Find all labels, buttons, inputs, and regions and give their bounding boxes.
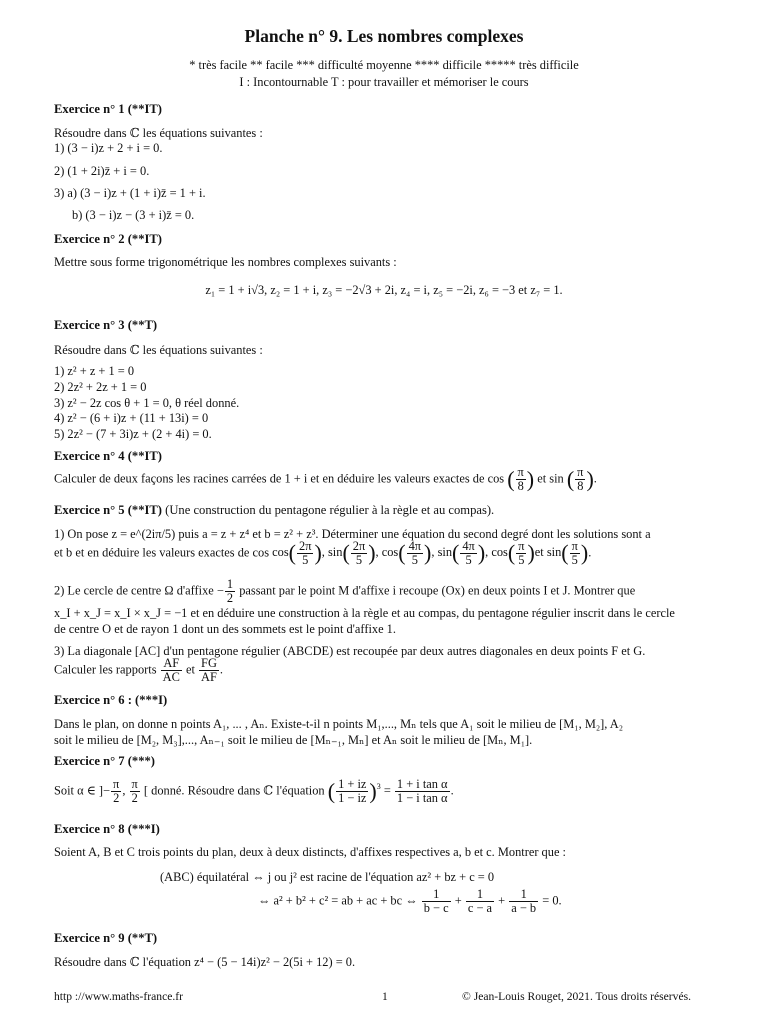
exercise-4-sentence: Calculer de deux façons les racines carrées de 1 + i et en déduire les valeurs exactes de cos: [54, 471, 505, 486]
fraction-one-half: $\frac{1}{2}$: [226, 577, 234, 605]
exercise-8-intro: Soient A, B et C trois points du plan, deux à deux distincts, d'affixes respectives a, b et c. Montrer que :: [54, 845, 566, 859]
exercise-5-p1b: et b et en déduire les valeurs exactes de cos cos( $\frac{2\pi}{5}$ ), sin( $\frac{2\pi}{5}$ ), cos( $\frac{4\pi}{5}$ ), sin( $\frac{4\pi}{5}$ ), cos( $\frac{\pi}{5}$ )et sin( $\frac{\pi}{5}$ ).: [54, 539, 592, 567]
exercise-6-heading: Exercice n° 6 : (***I): [54, 693, 168, 707]
exercise-6-l2: soit le milieu de [M₂, M₃],..., Aₙ₋₁ soit le milieu de [Mₙ₋₁, Mₙ] et Aₙ soit le milieu de [Mₙ, M₁].: [54, 733, 533, 747]
exercise-6-l1: Dans le plan, on donne n points A₁, ... , Aₙ. Existe-t-il n points M₁,..., Mₙ tels que A₁ soit le milieu de [M₁, M₂], A₂: [54, 717, 624, 731]
fraction-pi-over-2: $\frac{\pi}{2}$: [113, 777, 120, 805]
exercise-5-p3b: Calculer les rapports $\frac{AF}{AC}$ et $\frac{FG}{AF}$ .: [54, 656, 223, 684]
exercise-5-p2c: de centre O et de rayon 1 dont un des sommets est le point d'affixe 1.: [54, 622, 396, 636]
exercise-5-p2b: x_I + x_J = x_I × x_J = −1 et en déduire une construction à la règle et au compas, du pentagone régulier inscrit dans le cercle: [54, 606, 675, 620]
trig-function: cos: [272, 545, 289, 560]
fraction-1-over-c-minus-a: $\frac{1}{c - a}$: [467, 887, 493, 915]
exercise-3-intro: Résoudre dans ℂ les équations suivantes :: [54, 343, 263, 357]
exercise-5-p2a: 2) Le cercle de centre Ω d'affixe − $\frac{1}{2}$ passant par le point M d'affixe i recoupe (Ox) en deux points I et J. Montrer que: [54, 577, 636, 605]
exercise-9-heading: Exercice n° 9 (**T): [54, 931, 158, 945]
exercise-4-et-sin: et sin: [537, 471, 564, 486]
exercise-9-text: Résoudre dans ℂ l'équation z⁴ − (5 − 14i)z² − 2(5i + 12) = 0.: [54, 955, 356, 969]
exercise-2-heading: Exercice n° 2 (**IT): [54, 232, 162, 246]
fraction-rhs: $\frac{\text{1 + i tan α}}{\text{1 − i tan α}}$: [396, 777, 448, 805]
exercise-5-trig-values: cos( $\frac{2\pi}{5}$ ), sin( $\frac{2\pi}{5}$ ), cos( $\frac{4\pi}{5}$ ), sin( $\frac{4\pi}{5}$ ), cos( $\frac{\pi}{5}$ )et sin( $\frac{\pi}{5}$ ): [272, 539, 589, 567]
exercise-1-heading: Exercice n° 1 (**IT): [54, 102, 162, 116]
trig-function: , sin: [431, 545, 453, 560]
copyright: © Jean-Louis Rouget, 2021. Tous droits réservés.: [462, 990, 691, 1003]
fraction-pi-over-2: $\frac{\pi}{2}$: [131, 777, 138, 805]
exercise-4-text: Calculer de deux façons les racines carrées de 1 + i et en déduire les valeurs exactes de cos ( $\frac{\pi}{8}$ ) et sin ( $\frac{\pi}{8}$ ).: [54, 465, 597, 493]
exercise-3-q1: 1) z² + z + 1 = 0: [54, 364, 135, 378]
fraction-1-over-b-minus-c: $\frac{1}{b - c}$: [423, 887, 449, 915]
exercise-3-q5: 5) 2z² − (7 + 3i)z + (2 + 4i) = 0.: [54, 427, 212, 441]
fraction-pi-over-8: $\frac{\pi}{8}$: [517, 465, 524, 493]
trig-function: , cos: [375, 545, 399, 560]
trig-function: , cos: [485, 545, 508, 560]
exercise-4-heading: Exercice n° 4 (**IT): [54, 449, 162, 463]
exercise-5-subtitle: (Une construction du pentagone régulier à la règle et au compas).: [165, 503, 495, 517]
trig-argument-fraction: $\frac{\pi}{5}$: [571, 539, 578, 567]
trig-function: , sin: [321, 545, 343, 560]
exercise-1-q1: 1) (3 − i)z + 2 + i = 0.: [54, 141, 163, 155]
trig-argument-fraction: $\frac{2\pi}{5}$: [352, 539, 366, 567]
exercise-3-heading: Exercice n° 3 (**T): [54, 318, 158, 332]
exercise-2-intro: Mettre sous forme trigonométrique les nombres complexes suivants :: [54, 255, 397, 269]
exercise-7-heading: Exercice n° 7 (***): [54, 754, 155, 768]
exercise-8-l2: ⇔ a² + b² + c² = ab + ac + bc ⇔ $\frac{1}{b - c}$ + $\frac{1}{c - a}$ + $\frac{1}{a - b}$ = 0.: [258, 887, 562, 915]
fraction-pi-over-8: $\frac{\pi}{8}$: [577, 465, 584, 493]
exercise-5-heading: Exercice n° 5 (**IT) (Une construction du pentagone régulier à la règle et au compas).: [54, 503, 495, 517]
exercise-1-q3b: b) (3 − i)z − (3 + i)z̄ = 0.: [72, 208, 195, 222]
exercise-8-heading: Exercice n° 8 (***I): [54, 822, 160, 836]
exercise-3-q4: 4) z² − (6 + i)z + (11 + 13i) = 0: [54, 411, 209, 425]
exercise-3-q2: 2) 2z² + 2z + 1 = 0: [54, 380, 147, 394]
exercise-1-intro: Résoudre dans ℂ les équations suivantes :: [54, 126, 263, 140]
trig-argument-fraction: $\frac{\pi}{5}$: [518, 539, 525, 567]
ratio-af-ac: $\frac{AF}{AC}$: [162, 656, 180, 684]
ratio-fg-af: $\frac{FG}{AF}$: [201, 656, 217, 684]
fraction-lhs: $\frac{1 + iz}{1 - iz}$: [338, 777, 367, 805]
exercise-8-l1: (ABC) équilatéral ⇔ j ou j² est racine de l'équation az² + bz + c = 0: [160, 870, 495, 884]
exercise-1-q3a: 3) a) (3 − i)z + (1 + i)z̄ = 1 + i.: [54, 186, 206, 200]
exercise-2-equation: z₁ = 1 + i√3, z₂ = 1 + i, z₃ = −2√3 + 2i, z₄ = i, z₅ = −2i, z₆ = −3 et z₇ = 1.: [205, 283, 563, 297]
page-title: Planche n° 9. Les nombres complexes: [244, 26, 524, 46]
difficulty-legend: * très facile ** facile *** difficulté moyenne **** difficile ***** très difficile: [189, 58, 579, 72]
exercise-7-text: Soit α ∈ ]− $\frac{\pi}{2}$ , $\frac{\pi}{2}$ [ donné. Résoudre dans ℂ l'équation ( $\frac{1 + iz}{1 - iz}$ )$^3$ = $\frac{\text{1 + i tan α}}{\text{1 − i tan α}}$ .: [54, 777, 454, 805]
trig-argument-fraction: $\frac{2\pi}{5}$: [299, 539, 312, 567]
trig-argument-fraction: $\frac{4\pi}{5}$: [462, 539, 475, 567]
category-legend: I : Incontournable T : pour travailler et mémoriser le cours: [239, 75, 529, 89]
exercise-3-q3: 3) z² − 2z cos θ + 1 = 0, θ réel donné.: [54, 396, 240, 410]
page-number: 1: [382, 990, 388, 1003]
trig-argument-fraction: $\frac{4\pi}{5}$: [408, 539, 422, 567]
fraction-1-over-a-minus-b: $\frac{1}{a - b}$: [511, 887, 537, 915]
exercise-5-p3a: 3) La diagonale [AC] d'un pentagone régulier (ABCDE) est recoupée par deux autres diagonales en deux points F et G.: [54, 644, 646, 658]
exercise-1-q2: 2) (1 + 2i)z̄ + i = 0.: [54, 164, 150, 178]
footer-url[interactable]: http ://www.maths-france.fr: [54, 990, 183, 1003]
trig-function: et sin: [534, 545, 562, 560]
exercise-5-p1a: 1) On pose z = e^(2iπ/5) puis a = z + z⁴ et b = z² + z³. Déterminer une équation du second degré dont les solutions sont a: [54, 527, 651, 541]
